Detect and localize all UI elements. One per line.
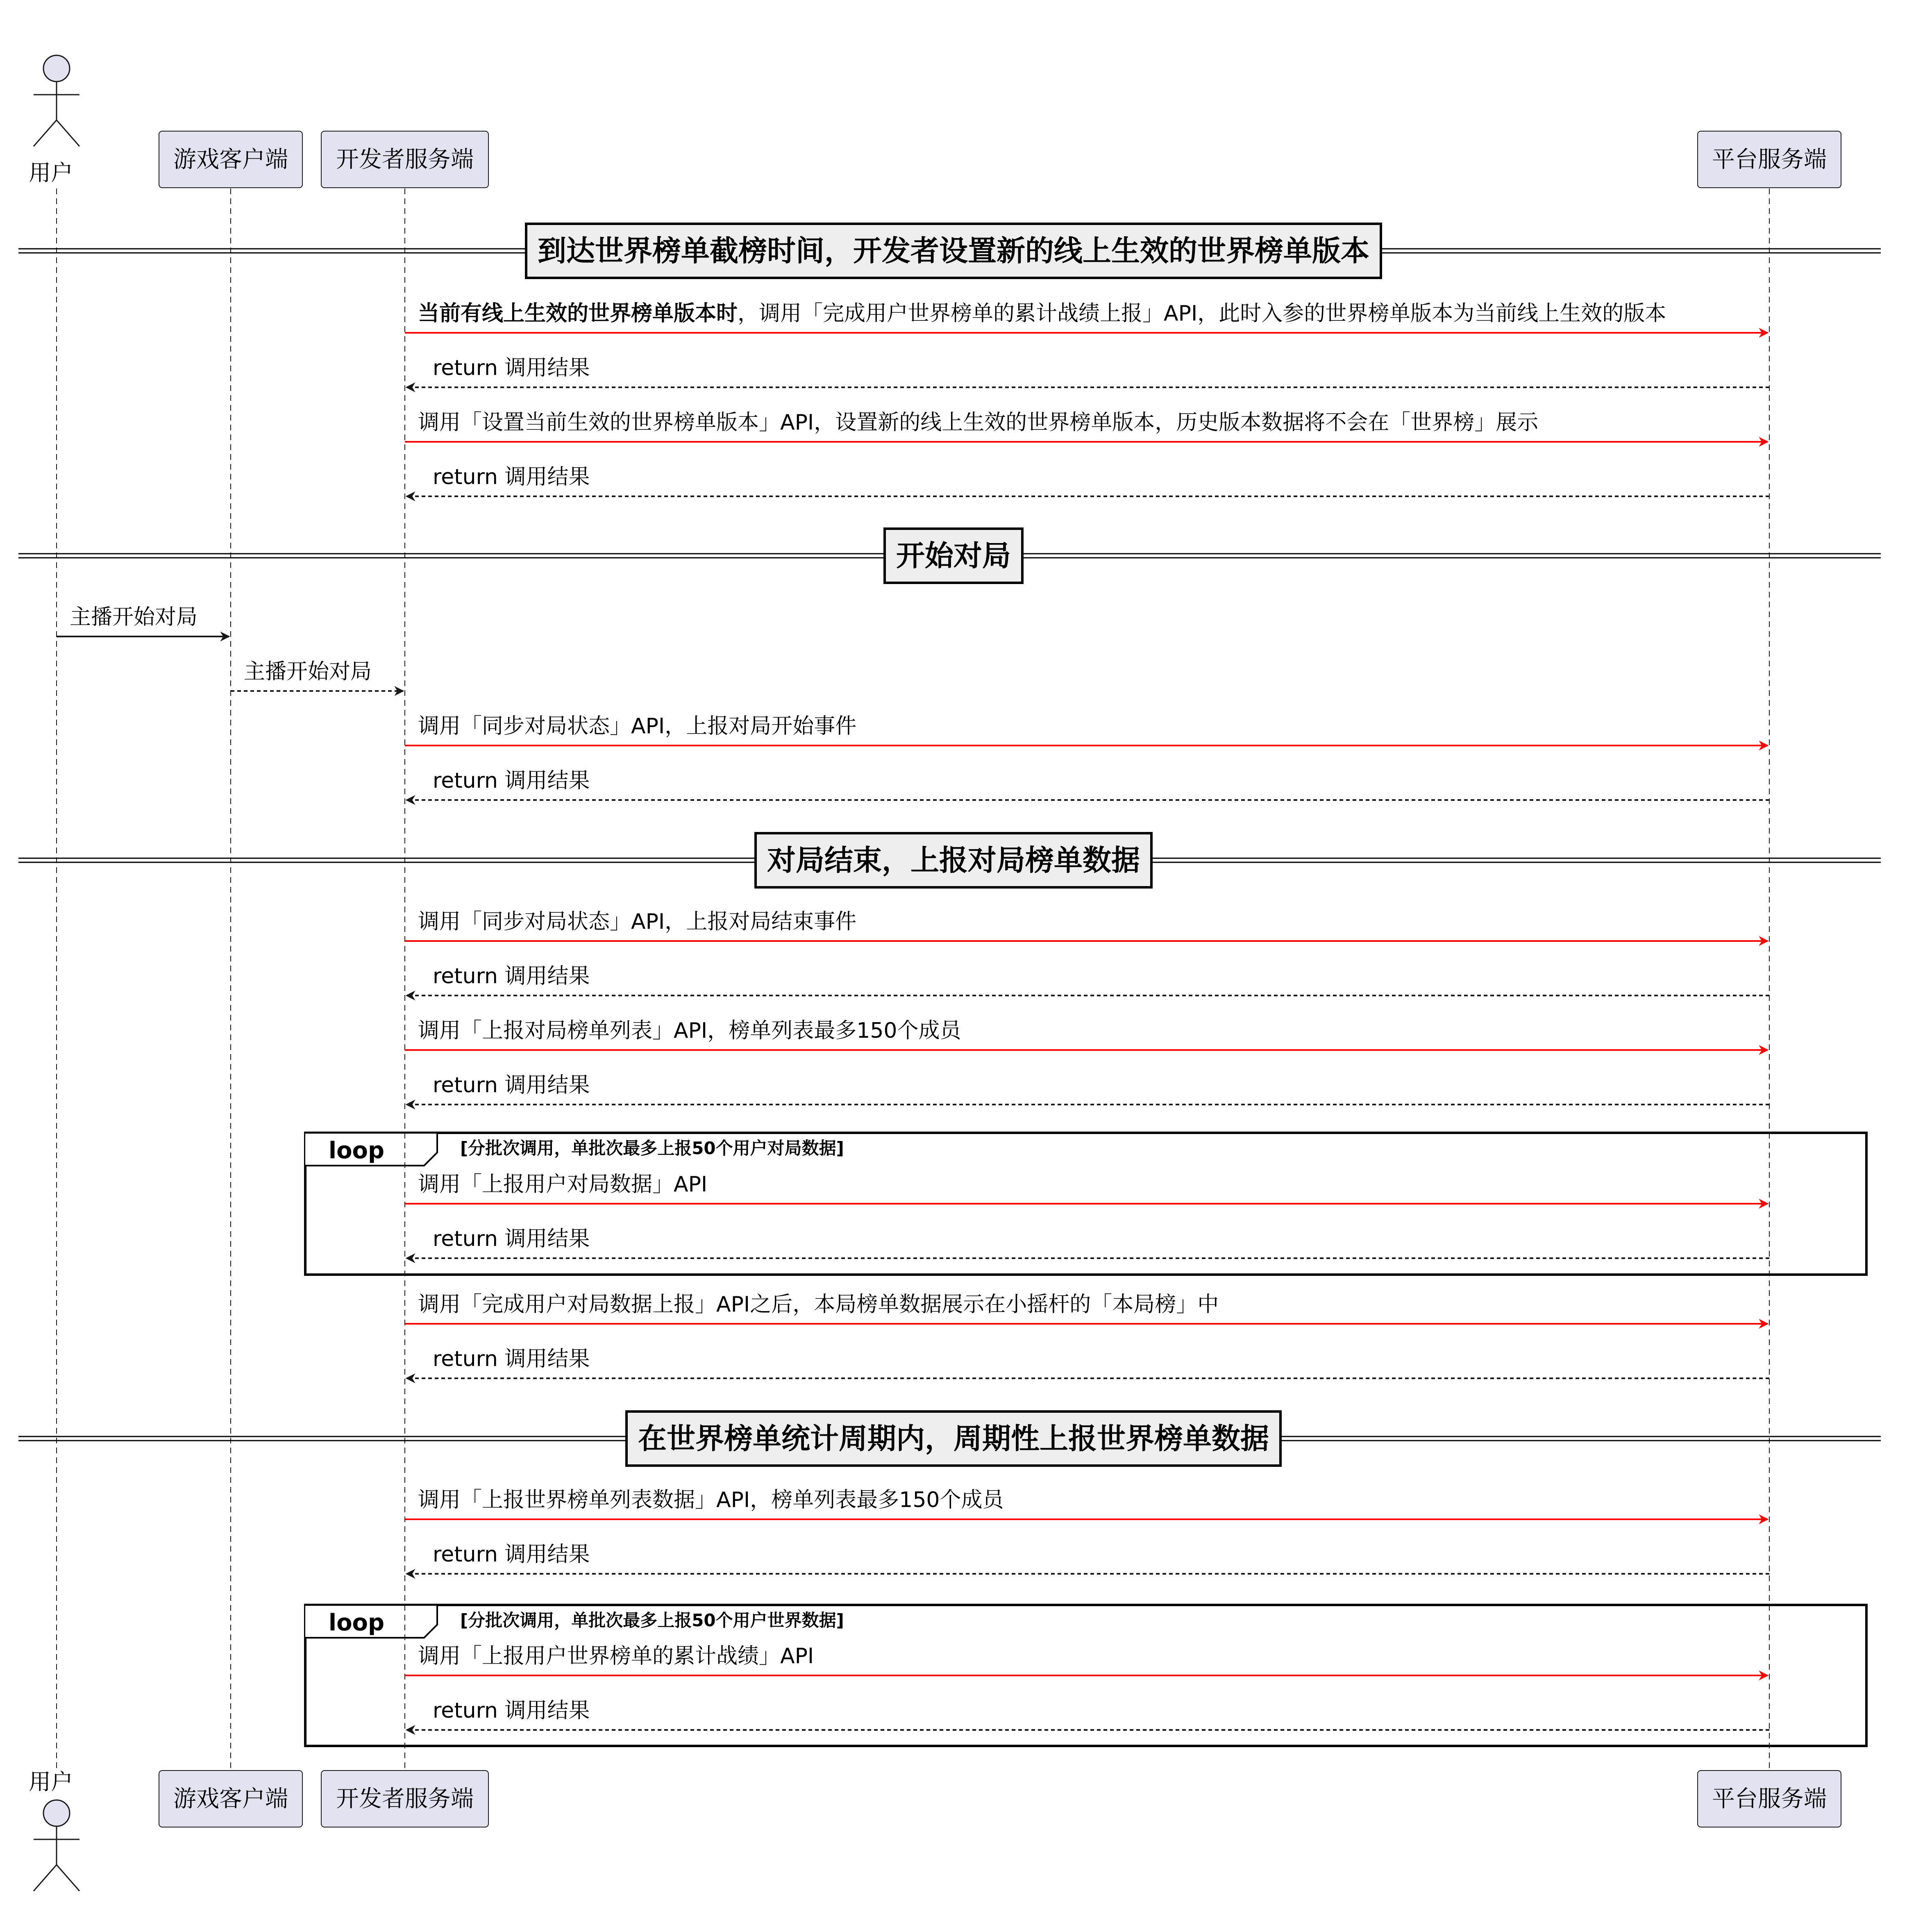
message-label [418,301,1666,326]
participant-platform-top [1698,131,1841,188]
message-return [406,768,1769,800]
participant-platform-bottom [1698,1771,1841,1827]
section-divider [18,833,1881,887]
message-label: 调用「设置当前生效的世界榜单版本」API，设置新的线上生效的世界榜单版本，历史版本数据将不会在「世界榜」展示 [418,410,1539,435]
actor-leg-left [34,120,57,146]
message-label: 调用「完成用户对局数据上报」API之后，本局榜单数据展示在小摇杆的「本局榜」中 [418,1292,1219,1317]
participant-dev-top [321,131,488,188]
participant-label: 开发者服务端 [336,1786,474,1812]
message-return [406,1542,1769,1574]
actor-head [43,1800,70,1826]
message-label: return 调用结果 [433,964,590,989]
actor-leg-left [34,1865,57,1891]
message-label: return 调用结果 [433,356,590,380]
loop-keyword: loop [328,1609,385,1636]
message-call [405,1172,1768,1204]
message-label: return 调用结果 [433,1227,590,1251]
message-label: return 调用结果 [433,1542,590,1567]
participant-label: 游戏客户端 [173,146,288,173]
message-label: 调用「同步对局状态」API，上报对局开始事件 [418,714,857,739]
actor-leg-right [57,120,79,146]
message-call [405,714,1768,746]
actor-leg-right [57,1865,79,1891]
message-label: 主播开始对局 [70,605,198,630]
message-sync [57,605,229,636]
participant-label: 游戏客户端 [173,1786,288,1812]
participant-user-bottom [29,1769,79,1891]
message-label: 主播开始对局 [244,659,372,684]
participant-label: 用户 [29,1769,73,1795]
message-label: 调用「上报世界榜单列表数据」API，榜单列表最多150个成员 [418,1488,1004,1512]
divider-label: 到达世界榜单截榜时间，开发者设置新的线上生效的世界榜单版本 [538,234,1369,268]
message-return [406,465,1769,496]
message-return [406,1227,1769,1258]
message-label: 调用「上报用户世界榜单的累计战绩」API [418,1644,814,1668]
participant-label: 用户 [29,160,73,186]
loop-condition: [分批次调用，单批次最多上报50个用户对局数据] [460,1138,844,1158]
message-call [405,1018,1768,1050]
participant-label: 开发者服务端 [336,146,474,173]
message-return [406,356,1769,387]
section-divider [18,1411,1881,1466]
message-label-rest: ，调用「完成用户世界榜单的累计战绩上报」API，此时入参的世界榜单版本为当前线上生效的版本 [738,301,1666,326]
message-label: 调用「上报对局榜单列表」API，榜单列表最多150个成员 [418,1018,961,1043]
message-call [405,909,1768,941]
section-divider [18,224,1881,278]
message-label: return 调用结果 [433,1073,590,1098]
message-async [231,659,403,691]
message-label: 调用「同步对局状态」API，上报对局结束事件 [418,909,857,934]
actor-head [43,55,70,82]
divider-label: 在世界榜单统计周期内，周期性上报世界榜单数据 [638,1422,1269,1455]
message-return [406,1698,1769,1730]
message-call [405,1292,1768,1324]
divider-label: 对局结束，上报对局榜单数据 [767,843,1140,877]
participant-client-bottom [159,1771,302,1827]
message-call [405,1644,1768,1675]
message-label: return 调用结果 [433,1698,590,1723]
message-label: 调用「上报用户对局数据」API [418,1172,708,1197]
section-divider [18,529,1881,583]
participant-label: 平台服务端 [1712,146,1827,173]
message-return [406,1347,1769,1378]
message-call [405,410,1768,442]
message-label: return 调用结果 [433,768,590,793]
message-call [405,301,1768,333]
loop-keyword: loop [328,1137,385,1164]
loop-condition: [分批次调用，单批次最多上报50个用户世界数据] [460,1610,844,1630]
message-label: return 调用结果 [433,1347,590,1371]
divider-label: 开始对局 [896,539,1011,573]
message-call [405,1488,1768,1519]
message-return [406,1073,1769,1105]
participant-dev-bottom [321,1771,488,1827]
participant-label: 平台服务端 [1712,1786,1827,1812]
participant-client-top [159,131,302,188]
participant-user-top [29,55,79,186]
message-label-bold: 当前有线上生效的世界榜单版本时 [418,301,738,326]
message-label: return 调用结果 [433,465,590,489]
message-return [406,964,1769,996]
